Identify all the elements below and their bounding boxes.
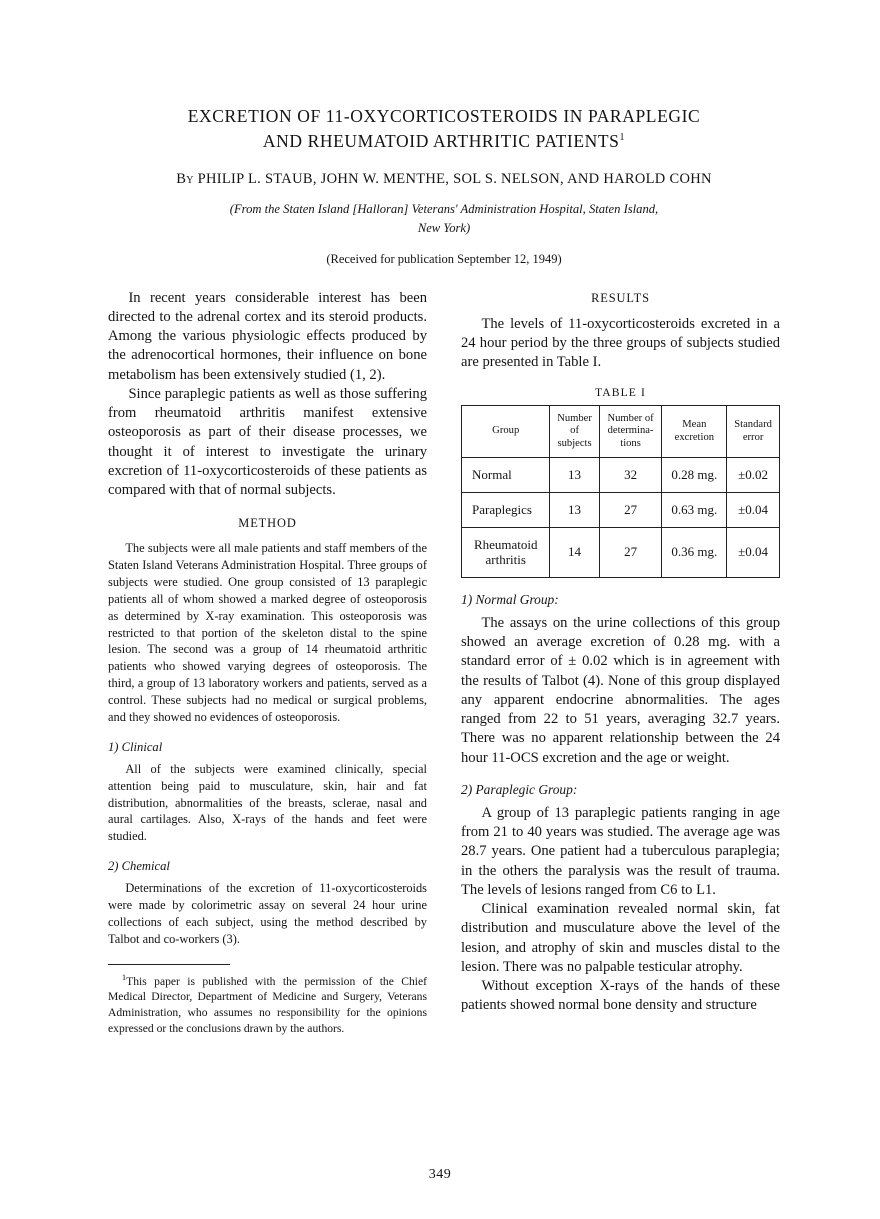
- affiliation: [108, 200, 780, 238]
- footnote-divider: [108, 964, 230, 965]
- cell-group-rheumatoid-line2: arthritis: [485, 552, 526, 568]
- normal-group-paragraph-1: The assays on the urine collections of this group showed an average excretion of 0.28 mg. with a standard error of ± 0.02 which is in agreement with the results of Talbot (4). None of this group displayed any apparent endocrine abnormalities. The ages ranged from 22 to 51 years, averaging 32.7 years. There was no apparent relationship between the 24 hour 11-OCS excretion and the age or weight.: [461, 614, 780, 766]
- intro-section: [108, 289, 427, 501]
- paraplegic-group-paragraph-3: Without exception X-rays of the hands of these patients showed normal bone density and structure: [461, 978, 780, 1014]
- column-header-number-of-determinations: Number of determina- tions: [599, 406, 662, 458]
- cell-group-rheumatoid-line1: Rheumatoid: [473, 536, 538, 552]
- table-row: [462, 492, 780, 527]
- author-byline: By PHILIP L. STAUB, JOHN W. MENTHE, SOL S. NELSON, AND HAROLD COHN: [176, 170, 712, 187]
- cell-error-normal: ±0.02: [727, 457, 780, 492]
- chemical-paragraph-1: Determinations of the excretion of 11-oxycorticosteroids were made by colorimetric assay on several 24 hour urine collections of each subject, using the method described by Talbot and co-workers (3).: [108, 881, 427, 946]
- table-row: [462, 457, 780, 492]
- clinical-paragraph-1: All of the subjects were examined clinically, special attention being paid to musculature, skin, hair and fat distribution, abnormalities of the breasts, sclerae, nasal and aural cartilages. Also, X-rays of the hands and feet were studied.: [108, 761, 427, 844]
- page-title: [108, 104, 780, 155]
- column-header-standard-error: Standard error: [727, 406, 780, 458]
- page-number: 349: [428, 1167, 452, 1182]
- cell-determinations-paraplegics: 27: [599, 492, 662, 527]
- intro-paragraph-1: In recent years considerable interest has been directed to the adrenal cortex and its steroid products. Among the various physiologic effects produced by the adrenocortical hormones, their influence on bone metabolism has been extensively studied (1, 2).: [108, 289, 427, 383]
- cell-error-paraplegics: ±0.04: [727, 492, 780, 527]
- affiliation-line-2: New York): [417, 220, 471, 235]
- paraplegic-group-paragraph-1: A group of 13 paraplegic patients ranging in age from 21 to 40 years was studied. The average age was 28.7 years. One patient had a tuberculous paraplegia; in the others the paralysis was the result of trauma. The levels of lesions ranged from C6 to L1.: [461, 804, 780, 898]
- cell-group-paraplegics: Paraplegics: [462, 492, 550, 527]
- column-header-mean-excretion: Mean excretion: [662, 406, 727, 458]
- cell-error-rheumatoid: ±0.04: [727, 527, 780, 577]
- cell-subjects-rheumatoid: 14: [550, 527, 599, 577]
- title-line-2: AND RHEUMATOID ARTHRITIC PATIENTS$^1$: [262, 131, 626, 152]
- table-header-row: [462, 406, 780, 458]
- column-header-group: Group: [462, 406, 550, 458]
- title-line-1: EXCRETION OF 11-OXYCORTICOSTEROIDS IN PARAPLEGIC: [187, 106, 701, 126]
- title-footnote-marker: 1: [619, 132, 626, 144]
- method-paragraph-1: The subjects were all male patients and staff members of the Staten Island Veterans Administration Hospital. Three groups of subjects were studied. One group consisted of 13 paraplegic patients all of whom showed a marked degree of osteoporosis as determined by X-ray examination. This osteoporosis was restricted to that portion of the skeleton distal to the spine lesion. The second was a group of 14 rheumatoid arthritic patients who showed varying degrees of osteoporosis. The third, a group of 13 laboratory workers and patients, served as a control. These subjects had no medical or surgical problems, and they showed no evidences of osteoporosis.: [108, 541, 427, 724]
- normal-group-section: [461, 592, 780, 1016]
- clinical-heading: 1) Clinical: [108, 739, 163, 754]
- cell-subjects-normal: 13: [550, 457, 599, 492]
- received-date: (Received for publication September 12, 1949): [326, 251, 562, 266]
- footnote-text: This paper is published with the permission of the Chief Medical Director, Department of Medicine and Surgery, Veterans Administration, who assumes no responsibility for the opinions expressed or the conclusions drawn by the authors.: [108, 974, 427, 1035]
- paraplegic-group-heading: 2) Paraplegic Group:: [461, 781, 578, 797]
- cell-mean-paraplegics: 0.63 mg.: [662, 492, 727, 527]
- table-row: [462, 527, 780, 577]
- results-table: [461, 405, 780, 578]
- left-column: [108, 289, 427, 1037]
- footnote-marker: 1: [121, 971, 127, 982]
- cell-determinations-rheumatoid: 27: [599, 527, 662, 577]
- table-caption: TABLE I: [595, 386, 646, 400]
- article-body: [108, 104, 780, 1036]
- results-paragraph-1: The levels of 11-oxycorticosteroids excreted in a 24 hour period by the three groups of subjects studied are presented in Table I.: [461, 315, 780, 371]
- paraplegic-group-paragraph-2: Clinical examination revealed normal skin, fat distribution and musculature above the level of the lesion, and atrophy of skin and muscles distal to the lesion. There was no palpable testicular atrophy.: [461, 901, 780, 975]
- cell-group-normal: Normal: [462, 457, 550, 492]
- cell-group-rheumatoid: [462, 527, 550, 577]
- two-column-layout: [108, 289, 780, 1037]
- footnote: [108, 972, 427, 1036]
- cell-subjects-paraplegics: 13: [550, 492, 599, 527]
- chemical-heading: 2) Chemical: [108, 859, 170, 874]
- results-heading: RESULTS: [591, 290, 650, 305]
- results-section: [461, 315, 780, 373]
- method-section: [108, 540, 427, 947]
- method-heading: METHOD: [238, 516, 297, 531]
- cell-mean-normal: 0.28 mg.: [662, 457, 727, 492]
- intro-paragraph-2: Since paraplegic patients as well as those suffering from rheumatoid arthritis manifest extensive osteoporosis as part of their disease processes, we thought it of interest to investigate the urinary excretion of 11-oxycorticosteroids of these patients as compared with that of normal subjects.: [108, 385, 427, 499]
- affiliation-line-1: (From the Staten Island [Halloran] Veterans' Administration Hospital, Staten Island,: [229, 201, 659, 216]
- cell-mean-rheumatoid: 0.36 mg.: [662, 527, 727, 577]
- column-header-number-of-subjects: Number of subjects: [550, 406, 599, 458]
- right-column: [461, 289, 780, 1037]
- table-header: [462, 406, 780, 458]
- cell-determinations-normal: 32: [599, 457, 662, 492]
- normal-group-heading: 1) Normal Group:: [461, 591, 559, 607]
- table-body: [462, 457, 780, 577]
